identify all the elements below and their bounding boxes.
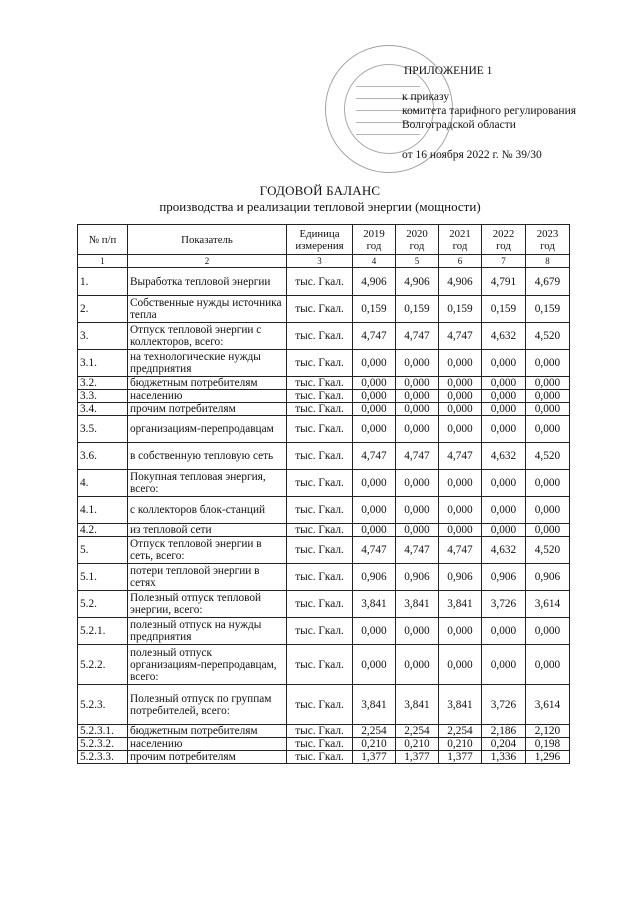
table-row: [78, 725, 570, 738]
row-value: 3,841: [439, 591, 482, 618]
row-value: 0,159: [482, 296, 526, 323]
row-value: 0,198: [526, 738, 570, 751]
row-number: 3.2.: [78, 377, 128, 390]
row-value: 0,000: [439, 524, 482, 537]
row-value: 4,747: [396, 537, 439, 564]
row-indicator: организациям-перепродавцам: [128, 416, 287, 443]
row-value: 0,159: [353, 296, 396, 323]
table-row: [78, 470, 570, 497]
table-row: [78, 524, 570, 537]
row-indicator: бюджетным потребителям: [128, 725, 287, 738]
row-value: 1,296: [526, 751, 570, 764]
row-value: 0,000: [439, 497, 482, 524]
row-value: 0,906: [439, 564, 482, 591]
row-value: 4,679: [526, 268, 570, 296]
row-indicator: полезный отпуск организациям-перепродавцам, всего:: [128, 645, 287, 685]
row-indicator: прочим потребителям: [128, 403, 287, 416]
row-indicator: Выработка тепловой энергии: [128, 268, 287, 296]
row-number: 1.: [78, 268, 128, 296]
row-value: 0,000: [439, 390, 482, 403]
row-value: 2,254: [439, 725, 482, 738]
row-value: 1,377: [353, 751, 396, 764]
row-unit: тыс. Гкал.: [287, 751, 353, 764]
row-value: 0,159: [526, 296, 570, 323]
table-row: [78, 350, 570, 377]
row-number: 5.: [78, 537, 128, 564]
row-value: 0,000: [396, 497, 439, 524]
row-unit: тыс. Гкал.: [287, 564, 353, 591]
row-indicator: Полезный отпуск тепловой энергии, всего:: [128, 591, 287, 618]
table-row: [78, 296, 570, 323]
row-value: 4,906: [439, 268, 482, 296]
row-value: 0,000: [526, 403, 570, 416]
row-value: 3,841: [396, 591, 439, 618]
header-row: [78, 225, 570, 255]
header-name: Показатель: [128, 225, 287, 255]
row-unit: тыс. Гкал.: [287, 268, 353, 296]
row-value: 3,614: [526, 685, 570, 725]
row-value: 3,841: [396, 685, 439, 725]
row-value: 2,186: [482, 725, 526, 738]
table-row: [78, 268, 570, 296]
row-indicator: на технологические нужды предприятия: [128, 350, 287, 377]
row-value: 4,747: [353, 537, 396, 564]
table-row: [78, 751, 570, 764]
row-unit: тыс. Гкал.: [287, 738, 353, 751]
row-value: 4,632: [482, 537, 526, 564]
appendix-line3: Волгоградской области: [402, 119, 516, 131]
row-value: 4,747: [439, 443, 482, 470]
row-number: 5.2.3.: [78, 685, 128, 725]
row-value: 0,000: [353, 497, 396, 524]
row-value: 4,632: [482, 323, 526, 350]
row-value: 3,614: [526, 591, 570, 618]
row-value: 0,000: [353, 524, 396, 537]
row-value: 4,906: [396, 268, 439, 296]
table-row: [78, 738, 570, 751]
row-value: 0,000: [482, 618, 526, 645]
index-cell: 7: [482, 255, 526, 268]
row-value: 0,000: [353, 390, 396, 403]
row-value: 0,000: [482, 350, 526, 377]
row-indicator: потери тепловой энергии в сетях: [128, 564, 287, 591]
row-unit: тыс. Гкал.: [287, 725, 353, 738]
table-row: [78, 497, 570, 524]
row-value: 0,000: [482, 524, 526, 537]
row-value: 0,000: [439, 403, 482, 416]
row-value: 0,159: [396, 296, 439, 323]
row-unit: тыс. Гкал.: [287, 390, 353, 403]
row-value: 4,747: [396, 323, 439, 350]
row-value: 0,000: [526, 524, 570, 537]
row-value: 4,747: [439, 323, 482, 350]
row-indicator: Собственные нужды источника тепла: [128, 296, 287, 323]
table-row: [78, 537, 570, 564]
row-value: 4,791: [482, 268, 526, 296]
row-value: 2,120: [526, 725, 570, 738]
index-cell: 1: [78, 255, 128, 268]
appendix-title: ПРИЛОЖЕНИЕ 1: [404, 65, 493, 77]
row-value: 0,000: [482, 390, 526, 403]
row-value: 3,841: [353, 685, 396, 725]
row-value: 0,000: [526, 416, 570, 443]
row-value: 0,000: [396, 377, 439, 390]
row-value: 4,520: [526, 323, 570, 350]
row-value: 0,000: [482, 497, 526, 524]
row-value: 0,906: [526, 564, 570, 591]
row-value: 3,841: [353, 591, 396, 618]
table-row: [78, 564, 570, 591]
row-value: 3,726: [482, 685, 526, 725]
row-value: 4,747: [353, 443, 396, 470]
document-subtitle: производства и реализации тепловой энергии (мощности): [159, 199, 481, 214]
table-row: [78, 403, 570, 416]
row-value: 0,906: [482, 564, 526, 591]
row-value: 0,000: [482, 416, 526, 443]
row-unit: тыс. Гкал.: [287, 537, 353, 564]
row-number: 4.2.: [78, 524, 128, 537]
row-value: 0,000: [353, 350, 396, 377]
index-cell: 8: [526, 255, 570, 268]
row-value: 0,000: [353, 377, 396, 390]
row-number: 2.: [78, 296, 128, 323]
index-cell: 3: [287, 255, 353, 268]
balance-table: [77, 224, 570, 764]
row-value: 0,000: [396, 390, 439, 403]
table-row: [78, 685, 570, 725]
row-number: 3.4.: [78, 403, 128, 416]
header-2020: 2020 год: [396, 225, 439, 255]
row-value: 0,000: [526, 497, 570, 524]
row-indicator: прочим потребителям: [128, 751, 287, 764]
row-indicator: Отпуск тепловой энергии с коллекторов, всего:: [128, 323, 287, 350]
row-unit: тыс. Гкал.: [287, 524, 353, 537]
index-row: [78, 255, 570, 268]
row-unit: тыс. Гкал.: [287, 443, 353, 470]
header-num: № п/п: [78, 225, 128, 255]
row-value: 0,210: [439, 738, 482, 751]
row-number: 4.: [78, 470, 128, 497]
table-row: [78, 443, 570, 470]
appendix-block: [402, 64, 576, 162]
row-value: 0,000: [353, 403, 396, 416]
row-number: 5.2.: [78, 591, 128, 618]
row-number: 5.2.2.: [78, 645, 128, 685]
row-value: 0,000: [526, 645, 570, 685]
row-value: 0,000: [439, 645, 482, 685]
row-value: 4,520: [526, 443, 570, 470]
row-value: 0,159: [439, 296, 482, 323]
row-value: 0,000: [396, 350, 439, 377]
row-indicator: в собственную тепловую сеть: [128, 443, 287, 470]
row-value: 0,210: [396, 738, 439, 751]
row-unit: тыс. Гкал.: [287, 685, 353, 725]
row-value: 4,747: [439, 537, 482, 564]
row-indicator: из тепловой сети: [128, 524, 287, 537]
row-value: 2,254: [396, 725, 439, 738]
row-number: 3.: [78, 323, 128, 350]
row-value: 0,000: [526, 618, 570, 645]
row-indicator: с коллекторов блок-станций: [128, 497, 287, 524]
row-value: 1,377: [396, 751, 439, 764]
row-unit: тыс. Гкал.: [287, 497, 353, 524]
row-unit: тыс. Гкал.: [287, 645, 353, 685]
row-value: 0,906: [353, 564, 396, 591]
row-value: 4,747: [353, 323, 396, 350]
row-indicator: Отпуск тепловой энергии в сеть, всего:: [128, 537, 287, 564]
row-value: 0,000: [482, 645, 526, 685]
row-value: 0,000: [439, 350, 482, 377]
row-value: 0,000: [353, 618, 396, 645]
row-value: 0,000: [396, 416, 439, 443]
row-number: 5.1.: [78, 564, 128, 591]
row-unit: тыс. Гкал.: [287, 403, 353, 416]
row-unit: тыс. Гкал.: [287, 350, 353, 377]
row-unit: тыс. Гкал.: [287, 416, 353, 443]
row-value: 0,000: [482, 470, 526, 497]
table-row: [78, 591, 570, 618]
row-number: 5.2.1.: [78, 618, 128, 645]
row-value: 0,000: [353, 470, 396, 497]
row-number: 3.6.: [78, 443, 128, 470]
index-cell: 6: [439, 255, 482, 268]
row-value: 0,000: [396, 470, 439, 497]
row-unit: тыс. Гкал.: [287, 470, 353, 497]
header-2023: 2023 год: [526, 225, 570, 255]
row-indicator: населению: [128, 390, 287, 403]
appendix-date: от 16 ноября 2022 г. № 39/30: [402, 149, 542, 161]
row-unit: тыс. Гкал.: [287, 591, 353, 618]
row-value: 0,000: [482, 403, 526, 416]
row-value: 0,000: [439, 618, 482, 645]
document-title: ГОДОВОЙ БАЛАНС: [259, 183, 381, 198]
appendix-line2: комитета тарифного регулирования: [402, 105, 577, 117]
row-unit: тыс. Гкал.: [287, 618, 353, 645]
row-indicator: Покупная тепловая энергия, всего:: [128, 470, 287, 497]
appendix-line1: к приказу: [402, 91, 450, 103]
row-value: 0,204: [482, 738, 526, 751]
header-2019: 2019 год: [353, 225, 396, 255]
row-number: 4.1.: [78, 497, 128, 524]
row-number: 5.2.3.2.: [78, 738, 128, 751]
row-number: 3.1.: [78, 350, 128, 377]
row-value: 0,000: [396, 524, 439, 537]
table-row: [78, 323, 570, 350]
row-value: 0,000: [396, 403, 439, 416]
row-value: 0,000: [439, 416, 482, 443]
row-value: 0,000: [439, 470, 482, 497]
table-row: [78, 618, 570, 645]
row-value: 3,726: [482, 591, 526, 618]
header-2021: 2021 год: [439, 225, 482, 255]
row-value: 0,000: [353, 416, 396, 443]
row-value: 0,000: [526, 350, 570, 377]
index-cell: 5: [396, 255, 439, 268]
row-value: 0,000: [482, 377, 526, 390]
table-row: [78, 377, 570, 390]
row-value: 1,377: [439, 751, 482, 764]
row-unit: тыс. Гкал.: [287, 323, 353, 350]
row-value: 4,520: [526, 537, 570, 564]
row-value: 3,841: [439, 685, 482, 725]
table-body: [78, 268, 570, 764]
table-row: [78, 390, 570, 403]
row-value: 4,747: [396, 443, 439, 470]
row-value: 2,254: [353, 725, 396, 738]
row-value: 0,000: [526, 377, 570, 390]
row-unit: тыс. Гкал.: [287, 296, 353, 323]
row-value: 4,632: [482, 443, 526, 470]
row-number: 5.2.3.1.: [78, 725, 128, 738]
table-row: [78, 416, 570, 443]
row-value: 0,000: [526, 390, 570, 403]
row-number: 3.5.: [78, 416, 128, 443]
row-indicator: полезный отпуск на нужды предприятия: [128, 618, 287, 645]
row-value: 0,000: [353, 645, 396, 685]
row-value: 0,000: [396, 618, 439, 645]
row-value: 0,000: [396, 645, 439, 685]
row-value: 4,906: [353, 268, 396, 296]
header-unit: Единица измерения: [287, 225, 353, 255]
row-number: 3.3.: [78, 390, 128, 403]
row-value: 0,000: [439, 377, 482, 390]
header-2022: 2022 год: [482, 225, 526, 255]
row-unit: тыс. Гкал.: [287, 377, 353, 390]
row-value: 0,906: [396, 564, 439, 591]
row-number: 5.2.3.3.: [78, 751, 128, 764]
row-value: 0,000: [526, 470, 570, 497]
table-row: [78, 645, 570, 685]
row-indicator: Полезный отпуск по группам потребителей, всего:: [128, 685, 287, 725]
row-indicator: бюджетным потребителям: [128, 377, 287, 390]
row-indicator: населению: [128, 738, 287, 751]
row-value: 0,210: [353, 738, 396, 751]
index-cell: 4: [353, 255, 396, 268]
row-value: 1,336: [482, 751, 526, 764]
index-cell: 2: [128, 255, 287, 268]
